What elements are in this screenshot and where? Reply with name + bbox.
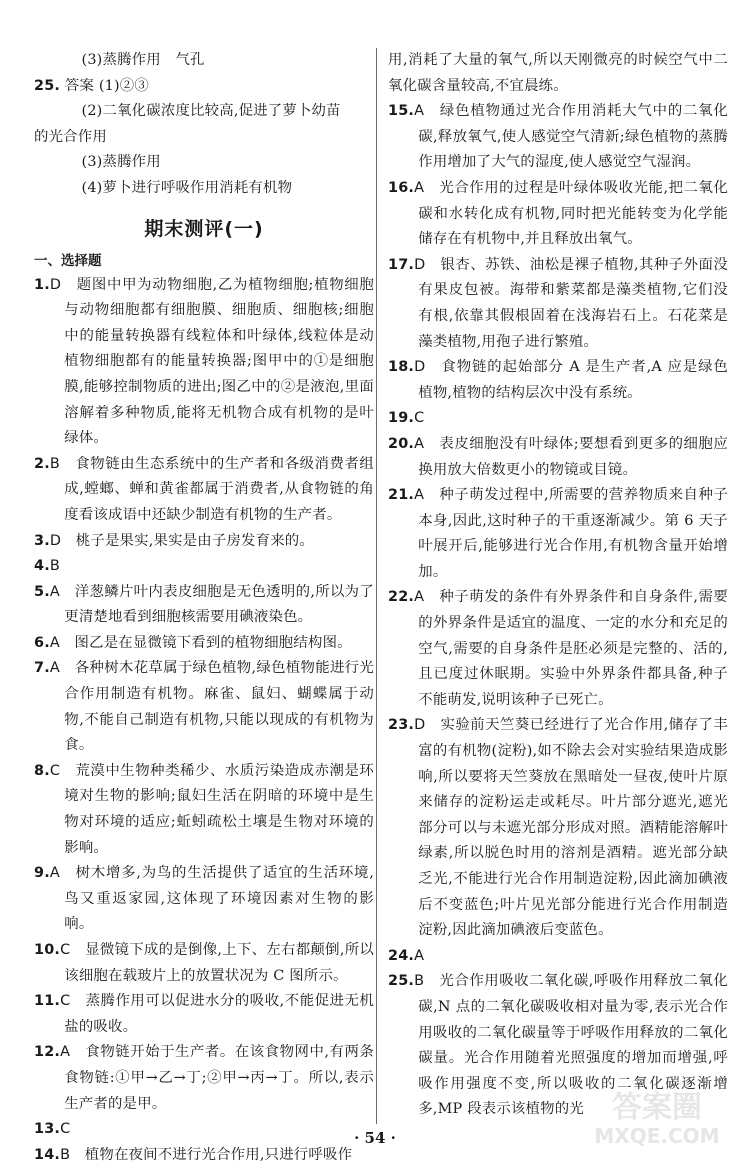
answer-item <box>34 580 374 631</box>
answer-item <box>34 554 374 580</box>
answer-item <box>388 483 728 585</box>
item-explanation: 植物在夜间不进行光合作用,只进行呼吸作 <box>70 1146 353 1163</box>
item-explanation: 桃子是果实,果实是由子房发育来的。 <box>61 532 314 549</box>
item-explanation: 种子萌发过程中,所需要的营养物质来自种子本身,因此,这时种子的干重逐渐减少。第 6 天子叶展开后,能够进行光合作用,有机物含量开始增加。 <box>418 487 728 580</box>
item-answer: D <box>414 256 426 273</box>
item-explanation: 光合作用的过程是叶绿体吸收光能,把二氧化碳和水转化成有机物,同时把光能转变为化学能储存在有机物中,并且释放出氧气。 <box>418 179 728 248</box>
item-number: 7. <box>34 660 50 677</box>
item-answer: A <box>49 583 60 600</box>
item-answer: C <box>60 993 71 1010</box>
intro-line <box>34 176 374 202</box>
item-answer: A <box>414 179 425 196</box>
item-number: 22. <box>388 589 415 606</box>
item-answer: D <box>49 276 62 293</box>
item-number: 15. <box>388 103 415 120</box>
item-number: 14. <box>34 1146 61 1163</box>
answer-item <box>388 585 728 713</box>
item-number: 5. <box>34 583 50 600</box>
item-number: 16. <box>388 179 415 196</box>
item-explanation: 银杏、苏铁、油松是裸子植物,其种子外面没有果皮包被。海带和紫菜都是藻类植物,它们没有根,依靠其假根固着在浅海岩石上。石花菜是藻类植物,用孢子进行繁殖。 <box>418 256 728 350</box>
intro-line <box>34 48 374 74</box>
item-number: 21. <box>388 487 415 504</box>
prev-answer-block <box>34 48 374 202</box>
item-number: 11. <box>34 993 61 1010</box>
answer-item <box>34 656 374 758</box>
item-answer: A <box>49 865 60 882</box>
answer-item <box>388 406 728 432</box>
item-number: 2. <box>34 455 50 472</box>
item-answer: A <box>414 435 425 452</box>
watermark-line1: 答案圈 <box>612 1090 702 1125</box>
item-explanation: 食物链由生态系统中的生产者和各级消费者组成,螳螂、蝉和黄雀都属于消费者,从食物链的角度看该成语中还缺少制造有机物的生产者。 <box>59 455 374 523</box>
item-number: 18. <box>388 359 415 376</box>
item-explanation: 荒漠中生物种类稀少、水质污染造成赤潮是环境对生物的影响;鼠妇生活在阴暗的环境中是生物对环境的适应;蚯蚓疏松土壤是生物对环境的影响。 <box>60 762 374 856</box>
item-explanation: 树木增多,为鸟的生活提供了适宜的生活环境,鸟又重返家园,这体现了环境因素对生物的影响。 <box>59 865 374 933</box>
item-explanation: 实验前天竺葵已经进行了光合作用,储存了丰富的有机物(淀粉),如不除去会对实验结果造成影响,所以要将天竺葵放在黑暗处一昼夜,使叶片原来储存的淀粉运走或耗尽。叶片部分遮光,遮光部分可以与未遮光部分形成对照。酒精能溶解叶绿素,所以脱色时用的溶剂是酒精。遮光部分缺乏光,不能进行光合作用制造淀粉,因此滴加碘液后不变蓝色;叶片见光部分能进行光合作用制造淀粉,因此滴加碘液后变蓝色。 <box>418 717 728 939</box>
answer-item <box>34 861 374 938</box>
item-explanation: 光合作用吸收二氧化碳,呼吸作用释放二氧化碳,N 点的二氧化碳吸收相对量为零,表示光合作用吸收的二氧化碳量等于呼吸作用释放的二氧化碳量。光合作用随着光照强度的增加而增强,呼吸作用强度不变,所以吸收的二氧化碳逐渐增多,MP 段表示该植物的光 <box>418 973 728 1118</box>
intro-line <box>34 99 374 125</box>
continuation-text: 用,消耗了大量的氧气,所以天刚微亮的时候空气中二氧化碳含量较高,不宜晨练。 <box>388 52 728 94</box>
answer-item <box>388 176 728 253</box>
answer-item <box>34 938 374 989</box>
item-explanation: 洋葱鳞片叶内表皮细胞是无色透明的,所以为了更清楚地看到细胞核需要用碘液染色。 <box>59 583 374 626</box>
intro-line <box>34 150 374 176</box>
item-explanation: 图乙是在显微镜下看到的植物细胞结构图。 <box>59 634 352 651</box>
item-answer: D <box>414 717 426 734</box>
item-number: 12. <box>34 1044 61 1061</box>
answer-item <box>34 529 374 555</box>
left-column <box>34 48 374 1168</box>
intro-line <box>34 125 374 151</box>
item-explanation: 绿色植物通过光合作用消耗大气中的二氧化碳,释放氧气,使人感觉空气清新;绿色植物的蒸腾作用增加了大气的湿度,使人感觉空气湿润。 <box>418 103 728 171</box>
item-number: 17. <box>388 256 415 273</box>
answer-list-left <box>34 273 374 1168</box>
intro-line <box>34 74 374 100</box>
item-number: 9. <box>34 865 50 882</box>
answer-item <box>388 99 728 176</box>
item-explanation: 蒸腾作用可以促进水分的吸收,不能促进无机盐的吸收。 <box>64 993 374 1035</box>
item-number: 20. <box>388 435 415 452</box>
page-title: 期末测评(一) <box>144 217 264 240</box>
item-number: 10. <box>34 942 61 958</box>
answer-item <box>388 432 728 483</box>
answer-list-right <box>388 99 728 1123</box>
answer-item <box>34 631 374 657</box>
item-number: 25. <box>34 77 61 94</box>
item-number: 13. <box>34 1121 61 1138</box>
item-explanation: 食物链开始于生产者。在该食物网中,有两条食物链:①甲→乙→丁;②甲→丙→丁。所以,表示生产者的是甲。 <box>64 1044 374 1112</box>
answer-item <box>388 713 728 943</box>
item-answer: A <box>414 103 425 120</box>
answer-item <box>388 944 728 970</box>
answer-item <box>34 273 374 452</box>
item-explanation: 显微镜下成的是倒像,上下、左右都颠倒,所以该细胞在载玻片上的放置状况为 C 图所示。 <box>64 942 374 984</box>
item-answer: A <box>414 947 425 964</box>
item-answer: A <box>414 589 425 606</box>
item-answer: A <box>49 660 60 677</box>
watermark-logo <box>582 1081 732 1151</box>
item-number: 24. <box>388 947 415 964</box>
item-number: 8. <box>34 762 50 779</box>
answer-item <box>388 355 728 406</box>
answer-item <box>34 1040 374 1117</box>
item-answer: D <box>414 359 426 376</box>
item-explanation: 各种树木花草属于绿色植物,绿色植物能进行光合作用制造有机物。麻雀、鼠妇、蝴蝶属于动物,不能自己制造有机物,只能以现成的有机物为食。 <box>59 660 374 754</box>
section-heading: 一、选择题 <box>34 252 102 269</box>
answer-item <box>34 759 374 861</box>
item-text: (4)萝卜进行呼吸作用消耗有机物 <box>81 179 293 196</box>
item-answer: C <box>414 410 425 427</box>
item-answer: D <box>49 532 62 549</box>
item-text: 答案 (1)②③ <box>60 77 149 94</box>
item-explanation: 表皮细胞没有叶绿体;要想看到更多的细胞应换用放大倍数更小的物镜或目镜。 <box>418 435 728 478</box>
item-explanation: 种子萌发的条件有外界条件和自身条件,需要的外界条件是适宜的温度、一定的水分和充足的空气,需要的自身条件是胚必须是完整的、活的,且已度过休眠期。实验中外界条件都具备,种子不能萌发,说明该种子已死亡。 <box>418 589 728 708</box>
watermark-line2: MXQE.COM <box>594 1124 720 1148</box>
right-column <box>388 48 728 1123</box>
item-text: (3)蒸腾作用 气孔 <box>81 52 205 68</box>
item-number: 23. <box>388 717 415 734</box>
item-answer: C <box>60 1121 71 1138</box>
item-answer: B <box>49 455 60 472</box>
item-explanation: 题图中甲为动物细胞,乙为植物细胞;植物细胞与动物细胞都有细胞膜、细胞质、细胞核;细胞中的能量转换器有线粒体和叶绿体,线粒体是动植物细胞都有的能量转换器;图甲中的①是细胞膜,能够控制物质的进出;图乙中的②是液泡,里面溶解着多种物质,能将无机物合成有机物的是叶绿体。 <box>61 276 374 447</box>
item-answer: A <box>49 634 60 651</box>
item-number: 1. <box>34 276 50 293</box>
item-answer: A <box>60 1044 71 1061</box>
item-number: 4. <box>34 558 50 575</box>
item-number: 19. <box>388 410 415 427</box>
item-number: 3. <box>34 532 50 549</box>
answer-item <box>34 989 374 1040</box>
answer-item <box>388 253 728 355</box>
item-text: (3)蒸腾作用 <box>81 154 161 171</box>
page-number: · 54 · <box>354 1129 396 1147</box>
column-divider <box>376 48 377 1124</box>
item-answer: B <box>49 558 60 575</box>
item-explanation: 食物链的起始部分 A 是生产者,A 应是绿色植物,植物的结构层次中没有系统。 <box>418 359 728 401</box>
item-answer: B <box>60 1146 71 1163</box>
item-number: 25. <box>388 973 415 990</box>
item-answer: C <box>49 762 61 779</box>
item-text: 的光合作用 <box>34 128 107 145</box>
item-answer: C <box>60 942 71 958</box>
item-number: 6. <box>34 634 50 651</box>
answer-item <box>34 452 374 529</box>
item-answer: A <box>414 487 425 504</box>
item-answer: B <box>414 973 425 990</box>
item-text: (2)二氧化碳浓度比较高,促进了萝卜幼苗 <box>81 103 341 120</box>
